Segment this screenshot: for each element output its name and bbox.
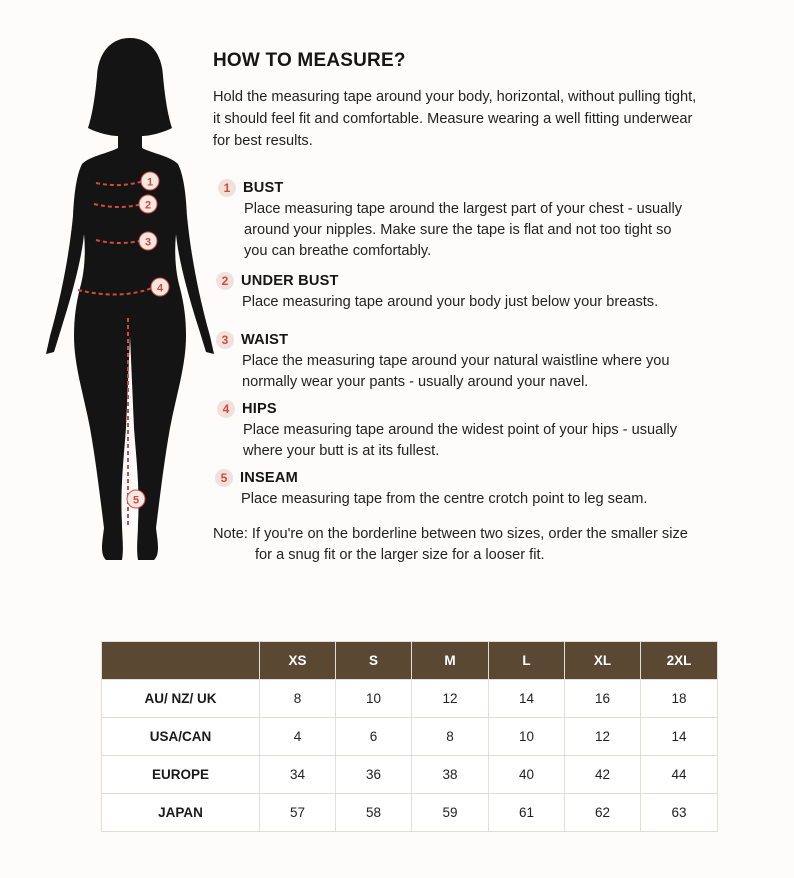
intro-line: it should feel fit and comfortable. Measure wearing a well fitting underwear: [213, 111, 693, 127]
section-body: [242, 351, 670, 393]
table-cell: 63: [641, 794, 718, 832]
table-cell: 18: [641, 680, 718, 718]
table-cell: 57: [260, 794, 336, 832]
step-number-badge: 1: [218, 179, 236, 197]
table-cell: 8: [260, 680, 336, 718]
table-cell: 34: [260, 756, 336, 794]
row-label: EUROPE: [102, 756, 260, 794]
note-line: Note: If you're on the borderline between two sizes, order the smaller size: [213, 526, 688, 542]
note-line: for a snug fit or the larger size for a looser fit.: [255, 547, 545, 563]
table-cell: 4: [260, 718, 336, 756]
table-header-row: [102, 642, 718, 680]
table-cell: 40: [489, 756, 565, 794]
table-cell: 12: [565, 718, 641, 756]
table-row: [102, 718, 718, 756]
table-cell: 10: [489, 718, 565, 756]
svg-text:4: 4: [156, 282, 164, 295]
section-waist: [216, 331, 670, 393]
page-title: HOW TO MEASURE?: [213, 50, 406, 71]
section-line: where your butt is at its fullest.: [243, 443, 440, 459]
section-line: around your nipples. Make sure the tape is flat and not too tight so: [244, 222, 672, 238]
table-cell: 36: [336, 756, 412, 794]
table-cell: 12: [412, 680, 489, 718]
section-hips: [217, 400, 677, 462]
section-line: Place measuring tape from the centre crotch point to leg seam.: [241, 491, 648, 507]
section-body: [244, 199, 682, 262]
table-row: [102, 680, 718, 718]
step-number-badge: 3: [216, 331, 234, 349]
step-number-badge: 5: [215, 469, 233, 487]
column-header-s: S: [336, 642, 412, 680]
table-cell: 62: [565, 794, 641, 832]
size-chart-table: [101, 641, 718, 832]
intro-line: for best results.: [213, 133, 313, 149]
step-number-badge: 4: [217, 400, 235, 418]
svg-text:1: 1: [146, 176, 154, 189]
section-title: BUST: [243, 180, 284, 196]
section-line: you can breathe comfortably.: [244, 243, 432, 259]
svg-text:2: 2: [144, 199, 152, 212]
silhouette-head: [46, 38, 214, 560]
intro-paragraph: [213, 86, 773, 152]
section-under-bust: [216, 272, 658, 313]
marker-3: [139, 232, 157, 250]
svg-text:5: 5: [132, 494, 140, 507]
section-line: normally wear your pants - usually around your navel.: [242, 374, 589, 390]
silhouette-svg: [40, 36, 220, 566]
column-header-blank: [102, 642, 260, 680]
row-label: USA/CAN: [102, 718, 260, 756]
table-cell: 44: [641, 756, 718, 794]
marker-2: [139, 195, 157, 213]
section-title: UNDER BUST: [241, 273, 339, 289]
section-title: HIPS: [242, 401, 277, 417]
table-cell: 14: [489, 680, 565, 718]
size-note: [213, 524, 688, 566]
svg-text:3: 3: [144, 236, 152, 249]
table-cell: 59: [412, 794, 489, 832]
table-cell: 14: [641, 718, 718, 756]
section-title: WAIST: [241, 332, 289, 348]
marker-5: [127, 490, 145, 508]
table-cell: 38: [412, 756, 489, 794]
section-body: [242, 292, 658, 313]
table-cell: 16: [565, 680, 641, 718]
section-line: Place measuring tape around the widest point of your hips - usually: [243, 422, 678, 438]
section-line: Place the measuring tape around your natural waistline where you: [242, 353, 670, 369]
section-bust: [218, 179, 682, 262]
row-label: AU/ NZ/ UK: [102, 680, 260, 718]
row-label: JAPAN: [102, 794, 260, 832]
table-row: [102, 794, 718, 832]
table-cell: 61: [489, 794, 565, 832]
column-header-l: L: [489, 642, 565, 680]
table-cell: 10: [336, 680, 412, 718]
body-silhouette-illustration: [40, 36, 220, 566]
table-cell: 6: [336, 718, 412, 756]
section-body: [243, 420, 677, 462]
section-line: Place measuring tape around your body just below your breasts.: [242, 294, 659, 310]
section-title: INSEAM: [240, 470, 298, 486]
section-body: [241, 489, 647, 510]
table-cell: 42: [565, 756, 641, 794]
table-cell: 8: [412, 718, 489, 756]
section-line: Place measuring tape around the largest part of your chest - usually: [244, 201, 683, 217]
intro-line: Hold the measuring tape around your body, horizontal, without pulling tight,: [213, 89, 697, 105]
column-header-m: M: [412, 642, 489, 680]
table-cell: 58: [336, 794, 412, 832]
marker-1: [141, 172, 159, 190]
step-number-badge: 2: [216, 272, 234, 290]
column-header-2xl: 2XL: [641, 642, 718, 680]
column-header-xs: XS: [260, 642, 336, 680]
marker-4: [151, 278, 169, 296]
section-inseam: [215, 469, 647, 510]
column-header-xl: XL: [565, 642, 641, 680]
table-row: [102, 756, 718, 794]
